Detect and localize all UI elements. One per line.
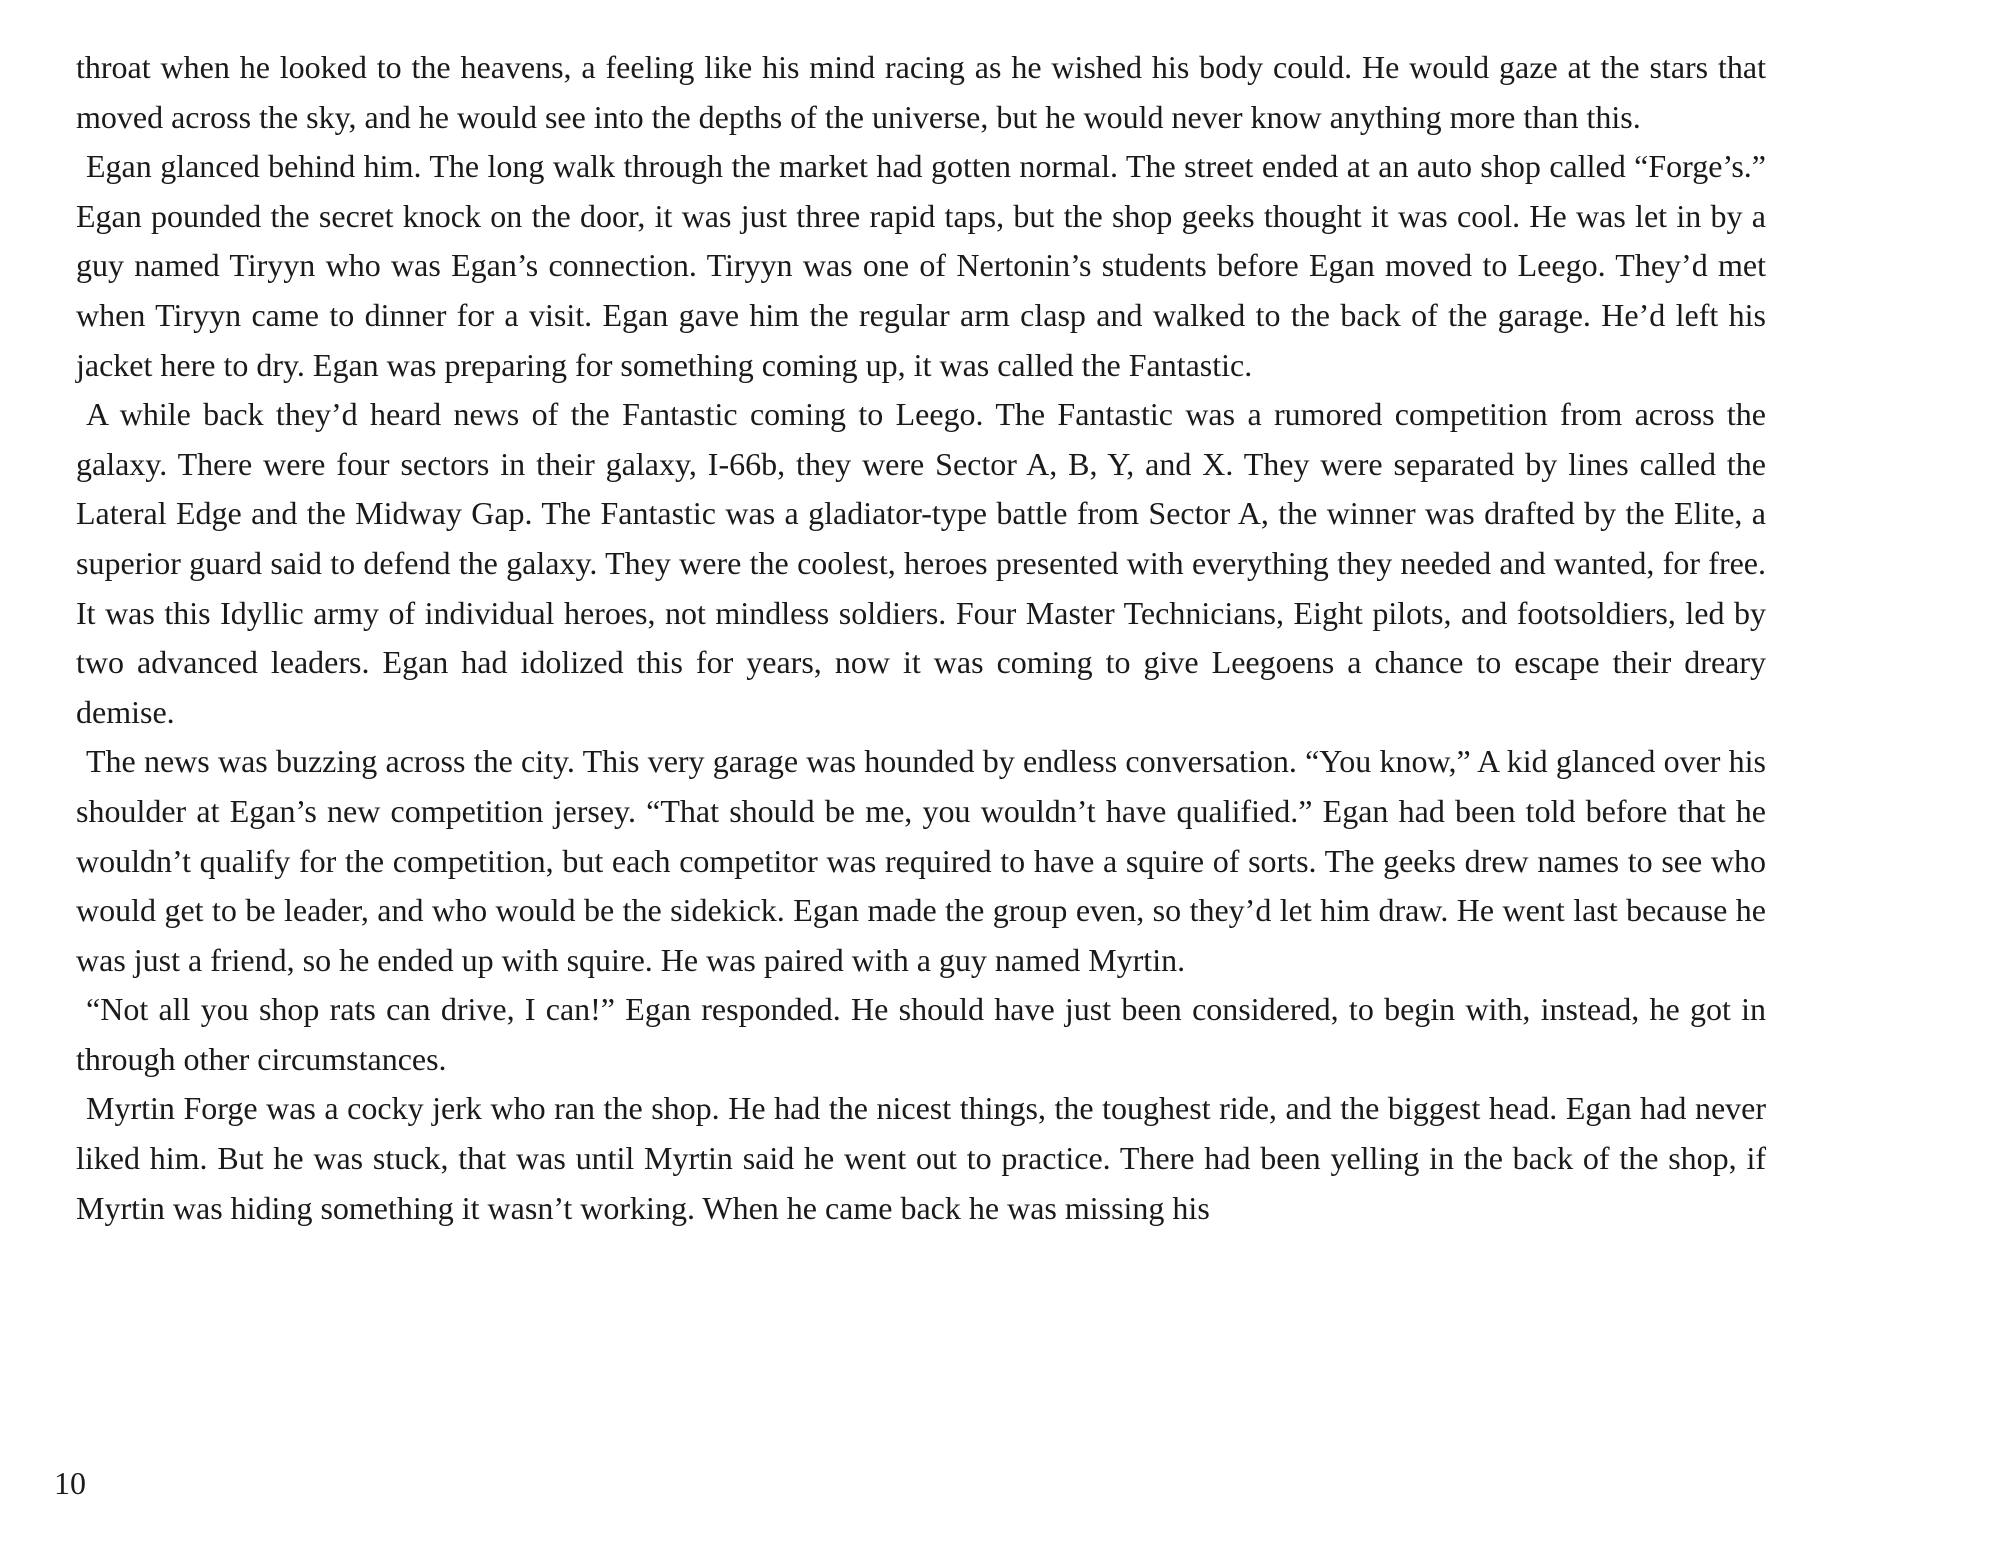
paragraph-2: Egan glanced behind him. The long walk through the market had gotten normal. The street ended at an auto shop called “Forge’s.” Egan pounded the secret knock on the door, it was just three rapid taps, but the shop geeks thought it was cool. He was let in by a guy named Tiryyn who was Egan’s connection. Tiryyn was one of Nertonin’s students before Egan moved to Leego. They’d met when Tiryyn came to dinner for a visit. Egan gave him the regular arm clasp and walked to the back of the garage. He’d left his jacket here to dry. Egan was preparing for something coming up, it was called the Fantastic. <box>76 148 1766 383</box>
paragraph-6: Myrtin Forge was a cocky jerk who ran the shop. He had the nicest things, the toughest ride, and the biggest head. Egan had never liked him. But he was stuck, that was until Myrtin said he went out to practice. There had been yelling in the back of the shop, if Myrtin was hiding something it wasn’t working. When he came back he was missing his <box>76 1090 1766 1226</box>
paragraph-1: throat when he looked to the heavens, a feeling like his mind racing as he wished his body could. He would gaze at the stars that moved across the sky, and he would see into the depths of the universe, but he would never know anything more than this. <box>76 49 1766 135</box>
paragraph-4: The news was buzzing across the city. This very garage was hounded by endless conversation. “You know,” A kid glanced over his shoulder at Egan’s new competition jersey. “That should be me, you wouldn’t have qualified.” Egan had been told before that he wouldn’t qualify for the competition, but each competitor was required to have a squire of sorts. The geeks drew names to see who would get to be leader, and who would be the sidekick. Egan made the group even, so they’d let him draw. He went last because he was just a friend, so he ended up with squire. He was paired with a guy named Myrtin. <box>76 743 1766 978</box>
paragraph-5: “Not all you shop rats can drive, I can!” Egan responded. He should have just been considered, to begin with, instead, he got in through other circumstances. <box>76 991 1766 1077</box>
page-number: 10 <box>54 1465 86 1501</box>
body-text <box>76 43 1766 1233</box>
paragraph-3: A while back they’d heard news of the Fantastic coming to Leego. The Fantastic was a rumored competition from across the galaxy. There were four sectors in their galaxy, I-66b, they were Sector A, B, Y, and X. They were separated by lines called the Lateral Edge and the Midway Gap. The Fantastic was a gladiator-type battle from Sector A, the winner was drafted by the Elite, a superior guard said to defend the galaxy. They were the coolest, heroes presented with everything they needed and wanted, for free. It was this Idyllic army of individual heroes, not mindless soldiers. Four Master Technicians, Eight pilots, and footsoldiers, led by two advanced leaders. Egan had idolized this for years, now it was coming to give Leegoens a chance to escape their dreary demise. <box>76 396 1766 730</box>
